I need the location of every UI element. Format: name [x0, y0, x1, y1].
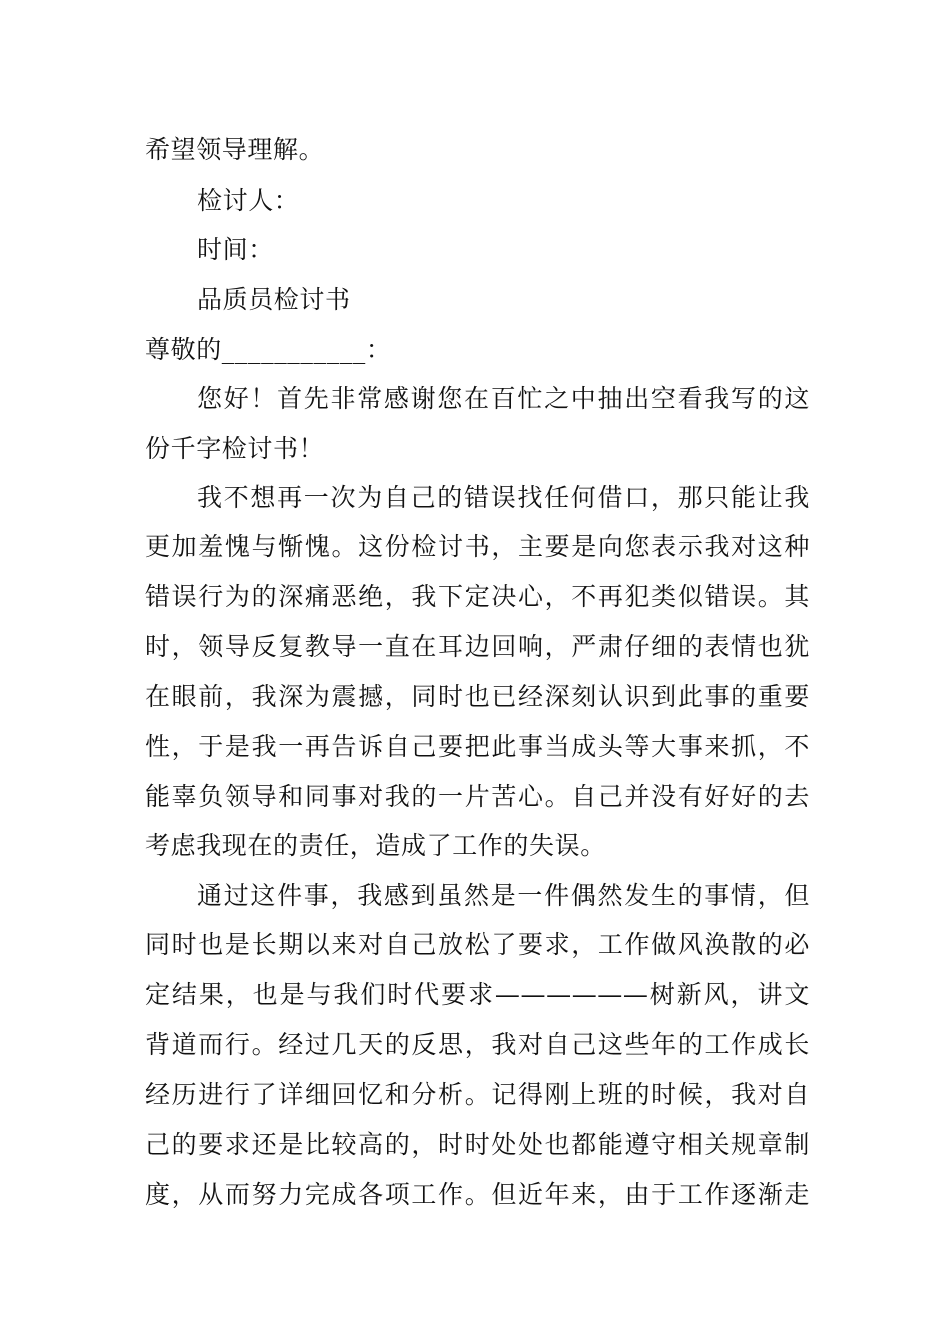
time-label: 时间：	[197, 235, 274, 264]
closing-hope: 希望领导理解。	[145, 135, 325, 164]
signer-label: 检讨人：	[197, 186, 300, 215]
paragraph-line: 考虑我现在的责任，造成了工作的失误。	[145, 831, 606, 860]
paragraph-line: 能辜负领导和同事对我的一片苦心。自己并没有好好的去	[145, 782, 810, 811]
paragraph-line: 更加羞愧与惭愧。这份检讨书，主要是向您表示我对这种	[145, 532, 810, 561]
paragraph-line: 定结果，也是与我们时代要求——————树新风，讲文	[145, 980, 810, 1009]
paragraph-line: 同时也是长期以来对自己放松了要求，工作做风涣散的必	[145, 930, 810, 959]
paragraph-line: 通过这件事，我感到虽然是一件偶然发生的事情，但	[197, 881, 810, 910]
paragraph-line: 我不想再一次为自己的错误找任何借口，那只能让我	[197, 483, 810, 512]
paragraph-line: 份千字检讨书！	[145, 434, 325, 463]
salutation: 尊敬的___________：	[145, 335, 392, 364]
paragraph-line: 己的要求还是比较高的，时时处处也都能遵守相关规章制	[145, 1130, 810, 1159]
paragraph-line: 经历进行了详细回忆和分析。记得刚上班的时候，我对自	[145, 1080, 810, 1109]
paragraph-line: 时，领导反复教导一直在耳边回响，严肃仔细的表情也犹	[145, 632, 810, 661]
paragraph-line: 错误行为的深痛恶绝，我下定决心，不再犯类似错误。其	[145, 582, 810, 611]
paragraph-line: 在眼前，我深为震撼，同时也已经深刻认识到此事的重要	[145, 682, 810, 711]
paragraph-line: 背道而行。经过几天的反思，我对自己这些年的工作成长	[145, 1030, 810, 1059]
paragraph-line: 性，于是我一再告诉自己要把此事当成头等大事来抓，不	[145, 732, 810, 761]
document-title: 品质员检讨书	[197, 285, 351, 314]
paragraph-line: 您好！首先非常感谢您在百忙之中抽出空看我写的这	[197, 384, 810, 413]
paragraph-line: 度，从而努力完成各项工作。但近年来，由于工作逐渐走	[145, 1180, 810, 1209]
